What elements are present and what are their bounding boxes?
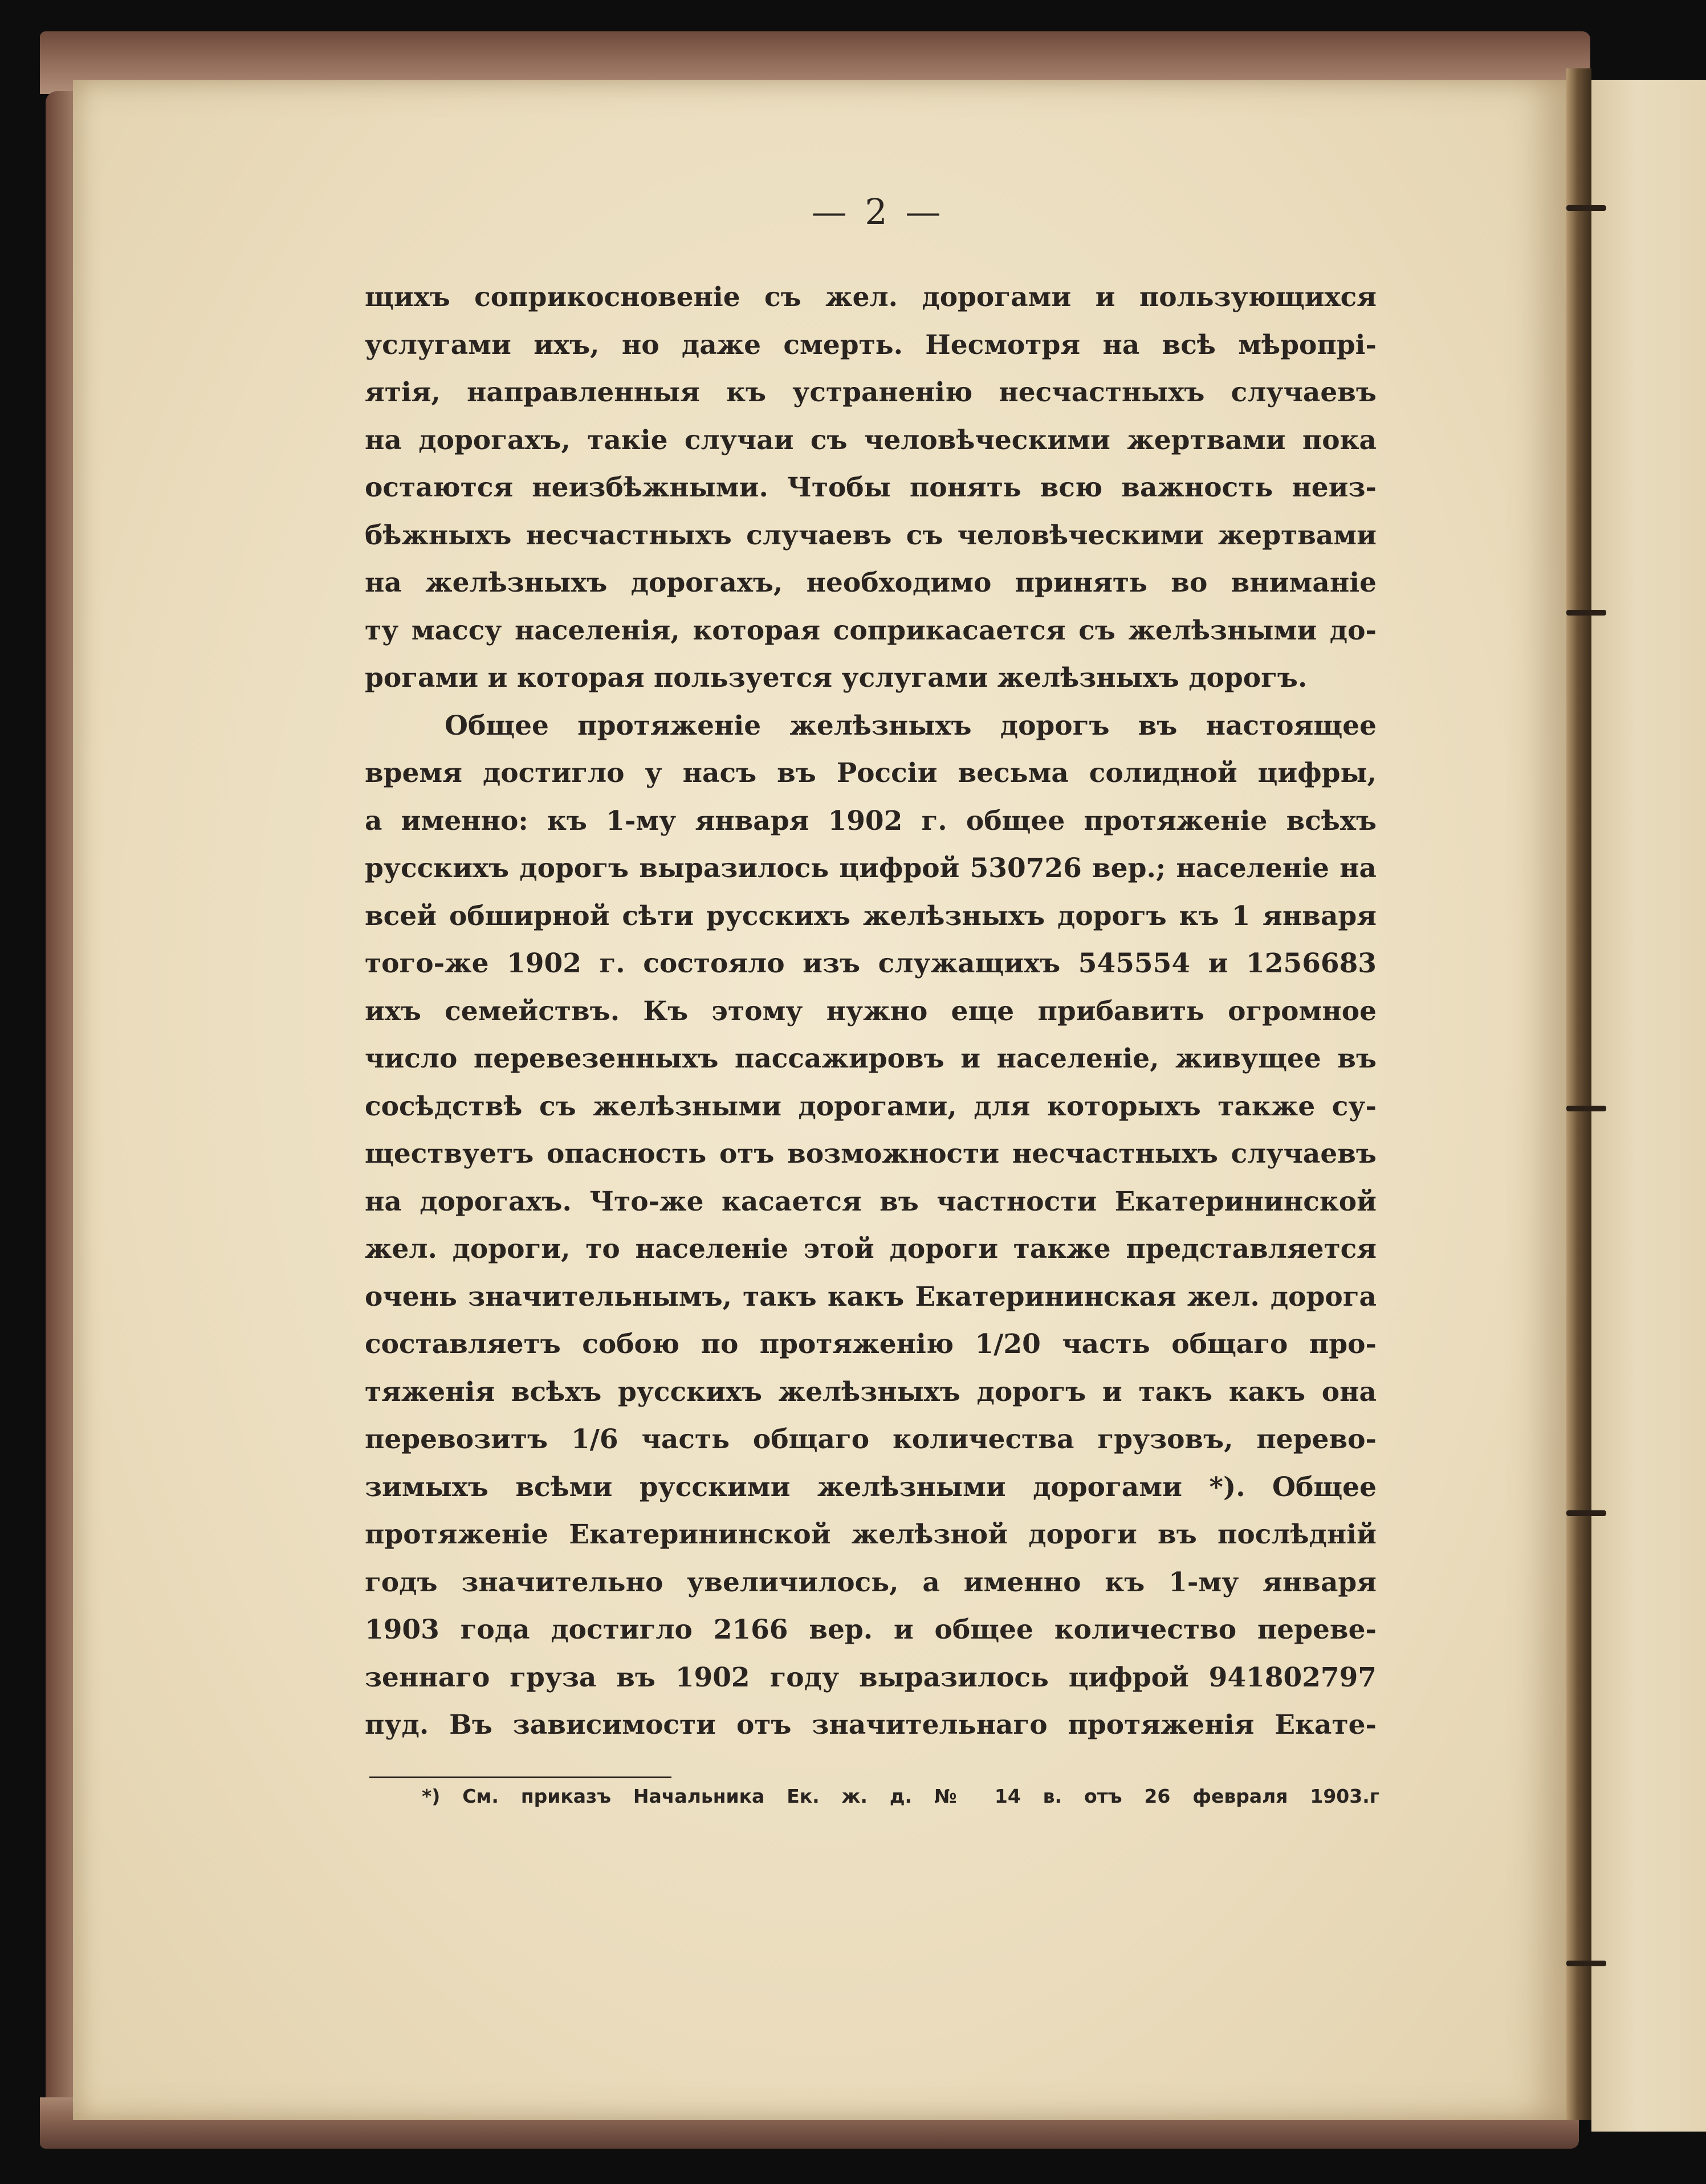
text-line: того-же 1902 г. состояло изъ служащихъ 545554 и 1256683	[365, 948, 1377, 979]
text-line: услугами ихъ, но даже смерть. Несмотря на всѣ мѣропрі-	[365, 329, 1377, 361]
paragraph-start: Общее протяженіе желѣзныхъ дорогъ въ настоящее	[445, 710, 1377, 741]
text-line: на дорогахъ, такіе случаи съ человѣческими жертвами пока	[365, 424, 1377, 456]
text-line: ихъ семействъ. Къ этому нужно еще прибавить огромное	[365, 995, 1377, 1027]
text-line: ятія, направленныя къ устраненію несчастныхъ случаевъ	[365, 377, 1377, 408]
text-line: время достигло у насъ въ Россіи весьма солидной цифры,	[365, 757, 1377, 789]
binding-stitch	[1566, 1510, 1606, 1516]
text-line: число перевезенныхъ пассажировъ и населеніе, живущее въ	[365, 1043, 1377, 1074]
text-line: перевозитъ 1/6 часть общаго количества грузовъ, перево-	[365, 1424, 1377, 1455]
body-text	[365, 274, 1377, 1749]
text-line: русскихъ дорогъ выразилось цифрой 530726 вер.; населеніе на	[365, 853, 1377, 884]
binding-stitch	[1566, 1961, 1606, 1966]
text-line: составляетъ собою по протяженію 1/20 часть общаго про-	[365, 1329, 1377, 1360]
text-line: 1903 года достигло 2166 вер. и общее количество переве-	[365, 1614, 1377, 1645]
next-page-edge	[1591, 80, 1706, 2132]
text-line: пуд. Въ зависимости отъ значительнаго протяженія Екате-	[365, 1709, 1377, 1741]
footnote: *) См. приказъ Начальника Ек. ж. д. № 14 в. отъ 26 февраля 1903.г	[422, 1785, 1379, 1807]
text-line: всей обширной сѣти русскихъ желѣзныхъ дорогъ къ 1 января	[365, 900, 1377, 932]
text-line: на дорогахъ. Что-же касается въ частности Екатерининской	[365, 1185, 1377, 1217]
text-line: зеннаго груза въ 1902 году выразилось цифрой 941802797	[365, 1661, 1377, 1693]
text-line: бѣжныхъ несчастныхъ случаевъ съ человѣческими жертвами	[365, 519, 1377, 551]
text-line: а именно: къ 1-му января 1902 г. общее протяженіе всѣхъ	[365, 805, 1377, 837]
text-line: очень значительнымъ, такъ какъ Екатерининская жел. дорога	[365, 1281, 1377, 1313]
page-number: — 2 —	[811, 191, 944, 233]
text-line: ту массу населенія, которая соприкасается съ желѣзными до-	[365, 614, 1377, 646]
book-spine	[1566, 68, 1591, 2120]
text-line: годъ значительно увеличилось, а именно къ 1-му января	[365, 1566, 1377, 1598]
text-line: остаются неизбѣжными. Чтобы понять всю важность неиз-	[365, 472, 1377, 503]
text-line: ществуетъ опасность отъ возможности несчастныхъ случаевъ	[365, 1138, 1377, 1170]
binding-stitch	[1566, 1106, 1606, 1111]
text-line: тяженія всѣхъ русскихъ желѣзныхъ дорогъ и такъ какъ она	[365, 1376, 1377, 1408]
text-line: сосѣдствѣ съ желѣзными дорогами, для которыхъ также су-	[365, 1090, 1377, 1122]
binding-stitch	[1566, 610, 1606, 616]
text-line: на желѣзныхъ дорогахъ, необходимо принять во вниманіе	[365, 567, 1377, 598]
text-line: щихъ соприкосновеніе съ жел. дорогами и пользующихся	[365, 282, 1377, 313]
text-line: жел. дороги, то населеніе этой дороги также представляется	[365, 1233, 1377, 1265]
text-line: протяженіе Екатерининской желѣзной дороги въ послѣдній	[365, 1519, 1377, 1550]
binding-stitch	[1566, 205, 1606, 211]
text-line: рогами и которая пользуется услугами желѣзныхъ дорогъ.	[365, 662, 1308, 694]
text-line: зимыхъ всѣми русскими желѣзными дорогами *). Общее	[365, 1471, 1377, 1503]
